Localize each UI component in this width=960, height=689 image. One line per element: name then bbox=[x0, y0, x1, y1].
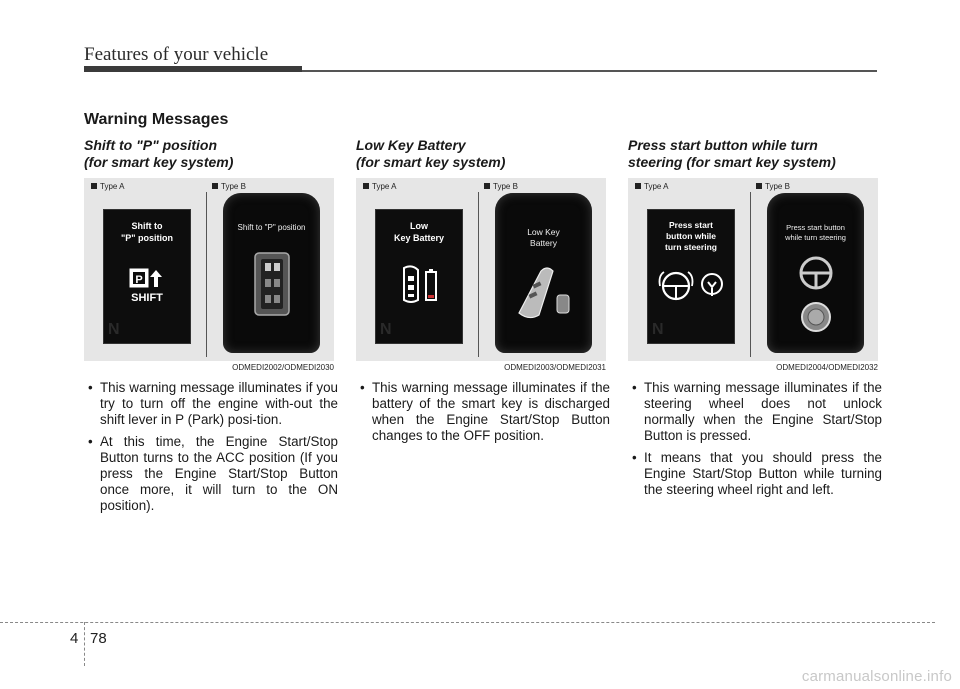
display-line: Battery bbox=[530, 238, 557, 248]
display-message: Shift to "P" position bbox=[237, 223, 306, 232]
heading-line: Press start button while turn bbox=[628, 137, 818, 153]
display-line: Key Battery bbox=[393, 233, 445, 243]
display-message bbox=[376, 220, 462, 244]
bullet-item: • This warning message illuminates if the battery of the smart key is discharged when the Engine Start/Stop Button changes to the OFF position. bbox=[356, 380, 610, 444]
cluster-display-type-a bbox=[103, 209, 191, 344]
steering-wheel-icon bbox=[656, 268, 726, 304]
display-line: "P" position bbox=[120, 233, 174, 243]
type-b-text: Type B bbox=[493, 182, 518, 191]
gear-shift-icon bbox=[253, 251, 291, 317]
display-line: Press start bbox=[669, 220, 713, 230]
column-low-key-battery bbox=[356, 137, 610, 450]
chapter-number: 4 bbox=[70, 630, 79, 647]
display-line: while turn steering bbox=[785, 233, 846, 242]
heading-line: steering (for smart key system) bbox=[628, 154, 836, 170]
figure-divider bbox=[478, 192, 479, 357]
display-line: Shift to bbox=[131, 221, 163, 231]
footer-rule bbox=[0, 622, 935, 623]
column-shift-to-p bbox=[84, 137, 338, 520]
type-a-label bbox=[363, 182, 396, 191]
page-number: 78 bbox=[90, 630, 107, 647]
figure-code: ODMEDI2004/ODMEDI2032 bbox=[776, 363, 878, 372]
cluster-display-type-b bbox=[767, 193, 864, 353]
heading-line: (for smart key system) bbox=[84, 154, 234, 170]
type-b-text: Type B bbox=[765, 182, 790, 191]
display-line: button while bbox=[665, 231, 717, 241]
display-line: Low Key bbox=[527, 227, 560, 237]
square-bullet-icon bbox=[91, 183, 97, 189]
figure-divider bbox=[206, 192, 207, 357]
square-bullet-icon bbox=[363, 183, 369, 189]
steering-wheel-start-button-icon bbox=[791, 255, 841, 339]
display-message bbox=[767, 223, 864, 243]
section-heading: Warning Messages bbox=[84, 111, 229, 128]
cluster-display-type-b bbox=[495, 193, 592, 353]
header-bar bbox=[84, 66, 302, 72]
figure bbox=[356, 178, 606, 361]
square-bullet-icon bbox=[756, 183, 762, 189]
column-heading bbox=[628, 137, 882, 171]
square-bullet-icon bbox=[212, 183, 218, 189]
figure bbox=[84, 178, 334, 361]
bullet-list bbox=[628, 380, 882, 498]
type-a-label bbox=[91, 182, 124, 191]
cluster-display-type-b bbox=[223, 193, 320, 353]
figure bbox=[628, 178, 878, 361]
type-b-label bbox=[756, 182, 790, 191]
park-indicator-icon bbox=[129, 268, 165, 290]
type-a-text: Type A bbox=[644, 182, 669, 191]
figure-code: ODMEDI2002/ODMEDI2030 bbox=[232, 363, 334, 372]
column-heading bbox=[84, 137, 338, 171]
gear-indicator: N bbox=[380, 321, 392, 338]
figure-code: ODMEDI2003/ODMEDI2031 bbox=[504, 363, 606, 372]
display-message bbox=[648, 220, 734, 253]
type-a-label bbox=[635, 182, 668, 191]
bullet-list bbox=[356, 380, 610, 444]
bullet-item: • At this time, the Engine Start/Stop Button turns to the ACC position (If you press the Engine Start/Stop Button once more, it will turn to the ON position). bbox=[84, 434, 338, 514]
heading-line: Shift to "P" position bbox=[84, 137, 218, 153]
header-rule bbox=[302, 70, 877, 72]
header-title: Features of your vehicle bbox=[84, 44, 269, 65]
display-message bbox=[495, 227, 592, 249]
display-line: turn steering bbox=[665, 242, 717, 252]
figure-divider bbox=[750, 192, 751, 357]
heading-line: Low Key Battery bbox=[356, 137, 466, 153]
gear-indicator: N bbox=[652, 321, 664, 338]
smart-key-battery-icon bbox=[398, 262, 442, 306]
gear-indicator: N bbox=[108, 321, 120, 338]
bullet-item: • This warning message illuminates if the steering wheel does not unlock normally when the Engine Start/Stop Button is pressed. bbox=[628, 380, 882, 444]
smart-key-icon bbox=[511, 261, 577, 321]
type-b-text: Type B bbox=[221, 182, 246, 191]
svg-text:P: P bbox=[135, 274, 143, 286]
footer-divider bbox=[84, 622, 85, 666]
bullet-list bbox=[84, 380, 338, 514]
heading-line: (for smart key system) bbox=[356, 154, 506, 170]
cluster-display-type-a bbox=[375, 209, 463, 344]
square-bullet-icon bbox=[635, 183, 641, 189]
watermark-link[interactable]: carmanualsonline.info bbox=[801, 668, 952, 685]
column-heading bbox=[356, 137, 610, 171]
bullet-item: • It means that you should press the Engine Start/Stop Button while turning the steering wheel right and left. bbox=[628, 450, 882, 498]
bullet-item: • This warning message illuminates if you try to turn off the engine with-out the shift lever in P (Park) posi-tion. bbox=[84, 380, 338, 428]
type-b-label bbox=[212, 182, 246, 191]
display-line: Press start button bbox=[786, 223, 845, 232]
cluster-display-type-a bbox=[647, 209, 735, 344]
column-press-start-button bbox=[628, 137, 882, 504]
type-b-label bbox=[484, 182, 518, 191]
display-line: Low bbox=[410, 221, 428, 231]
shift-text: SHIFT bbox=[131, 292, 163, 304]
type-a-text: Type A bbox=[372, 182, 397, 191]
type-a-text: Type A bbox=[100, 182, 125, 191]
square-bullet-icon bbox=[484, 183, 490, 189]
display-message bbox=[104, 220, 190, 244]
